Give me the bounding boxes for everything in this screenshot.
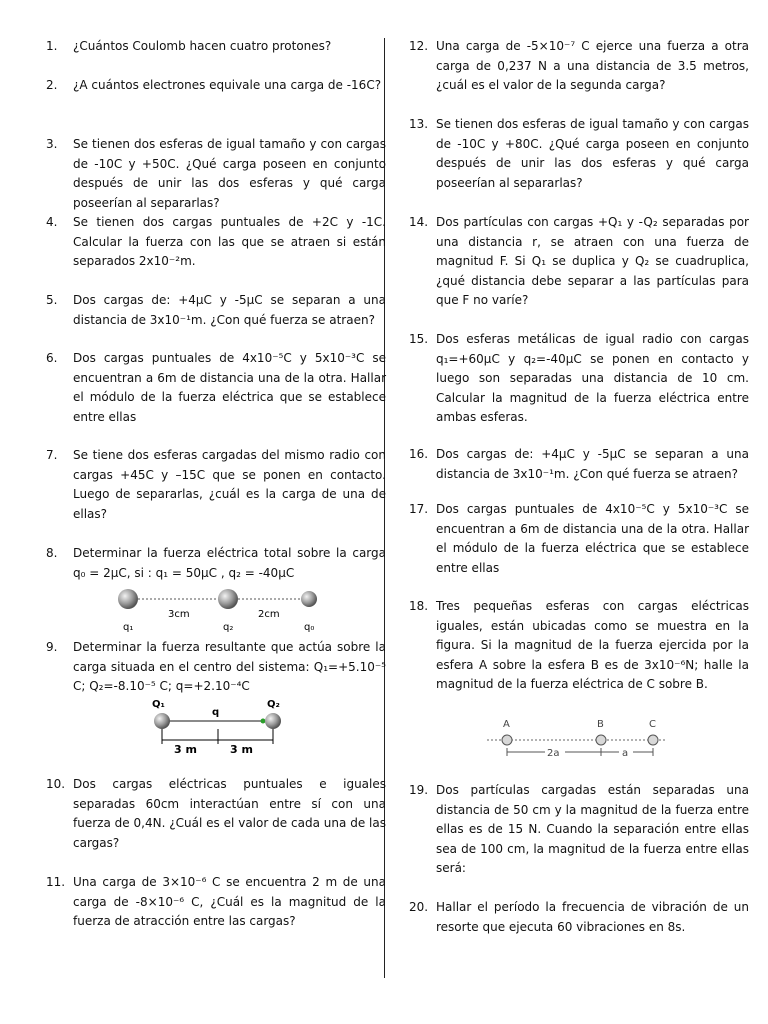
distance-label-1: 3cm: [168, 609, 190, 620]
question-4: 4. Se tienen dos cargas puntuales de +2C y -1C. Calcular la fuerza con las que se atraen si están separados 2x10⁻²m.: [46, 215, 386, 269]
sphere-q1: [118, 589, 138, 609]
question-8: 8. Determinar la fuerza eléctrica total sobre la carga q₀ = 2μC, si : q₁ = 50μC , q₂ = -40μC: [46, 546, 386, 580]
question-14: 14. Dos partículas con cargas +Q₁ y -Q₂ separadas por una distancia r, se atraen con una fuerza de magnitud F. Si Q₁ se duplica y Q₂ se cuadruplica, ¿qué distancia debe separar a las partículas para que F no varíe?: [409, 215, 749, 308]
question-7: 7. Se tiene dos esferas cargadas del mismo radio con cargas +45C y –15C que se ponen en contacto. Luego de separarlas, ¿cuál es la carga de una de ellas?: [46, 448, 386, 521]
figure-center-charge: [146, 696, 326, 756]
sphere-label-A: A: [503, 719, 510, 730]
charge-label-q: q: [212, 707, 220, 718]
question-9: 9. Determinar la fuerza resultante que actúa sobre la carga situada en el centro del sistema: Q₁=+5.10⁻⁵ C; Q₂=-8.10⁻⁵ C; q=+2.10⁻⁴C: [46, 640, 386, 694]
charge-label-q0: q₀: [304, 622, 315, 633]
distance-label-2a: 2a: [547, 748, 560, 758]
sphere-Q2: [265, 713, 281, 729]
figure-18-svg: [487, 716, 687, 758]
distance-label-2: 2cm: [258, 609, 280, 620]
sphere-label-B: B: [597, 719, 604, 730]
question-19: 19. Dos partículas cargadas están separadas una distancia de 50 cm y la magnitud de la fuerza entre ellas es de 15 N. Cuando la separación entre ellas sea de 100 cm, la magnitud de la fuerza entre ellas será:: [409, 783, 749, 876]
sphere-q0: [301, 591, 317, 607]
question-10: 10. Dos cargas eléctricas puntuales e iguales separadas 60cm interactúan entre sí con una fuerza de 0,4N. ¿Cuál es el valor de cada una de las cargas?: [46, 777, 386, 850]
question-5: 5. Dos cargas de: +4μC y -5μC se separan a una distancia de 3x10⁻¹m. ¿Con qué fuerza se atraen?: [46, 293, 386, 327]
figure-8-svg: [108, 586, 368, 634]
sphere-label-C: C: [649, 719, 656, 730]
charge-label-q1: q₁: [123, 622, 134, 633]
figure-9-svg: [146, 696, 326, 756]
question-20: 20. Hallar el período la frecuencia de vibración de un resorte que ejecuta 60 vibraciones en 8s.: [409, 900, 749, 934]
question-1: 1. ¿Cuántos Coulomb hacen cuatro protones?: [46, 39, 332, 53]
sphere-q2: [218, 589, 238, 609]
question-18: 18. Tres pequeñas esferas con cargas eléctricas iguales, están ubicadas como se muestra en la figura. Si la magnitud de la fuerza ejercida por la esfera A sobre la esfera B es de 3x10⁻⁶N; halle la magnitud de la fuerza eléctrica de C sobre B.: [409, 599, 749, 692]
question-2: 2. ¿A cuántos electrones equivale una carga de -16C?: [46, 78, 382, 92]
charge-label-Q1: Q₁: [152, 699, 165, 710]
figure-three-spheres-ABC: [487, 716, 687, 758]
figure-three-charges-line: [108, 586, 408, 634]
distance-label-left: 3 m: [174, 743, 197, 756]
sphere-A: [502, 735, 512, 745]
question-13: 13. Se tienen dos esferas de igual tamaño y con cargas de -10C y +80C. ¿Qué carga poseen en conjunto después de unir las dos esferas y qué carga poseerían al separarlas?: [409, 117, 749, 190]
question-15: 15. Dos esferas metálicas de igual radio con cargas q₁=+60μC y q₂=-40μC se ponen en contacto y luego son separadas una distancia de 10 cm. Calcular la magnitud de la fuerza eléctrica entre ambas esferas.: [409, 332, 749, 425]
sphere-C: [648, 735, 658, 745]
question-11: 11. Una carga de 3×10⁻⁶ C se encuentra 2 m de una carga de -8×10⁻⁶ C, ¿Cuál es la magnitud de la fuerza de atracción entre las cargas?: [46, 875, 386, 929]
center-charge-dot: [261, 719, 266, 724]
question-6: 6. Dos cargas puntuales de 4x10⁻⁵C y 5x10⁻³C se encuentran a 6m de distancia una de la otra. Hallar el módulo de la fuerza eléctrica que se establece entre ellas: [46, 351, 386, 424]
sphere-B: [596, 735, 606, 745]
distance-label-right: 3 m: [230, 743, 253, 756]
distance-label-a: a: [622, 748, 629, 758]
question-17: 17. Dos cargas puntuales de 4x10⁻⁵C y 5x10⁻³C se encuentran a 6m de distancia una de la otra. Hallar el módulo de la fuerza eléctrica que se establece entre ellas: [409, 502, 749, 575]
question-12: 12. Una carga de -5×10⁻⁷ C ejerce una fuerza a otra carga de 0,237 N a una distancia de 3.5 metros, ¿cuál es el valor de la segunda carga?: [409, 39, 749, 93]
question-16: 16. Dos cargas de: +4μC y -5μC se separan a una distancia de 3x10⁻¹m. ¿Con qué fuerza se atraen?: [409, 447, 749, 481]
charge-label-Q2: Q₂: [267, 699, 280, 710]
charge-label-q2: q₂: [223, 622, 234, 633]
sphere-Q1: [154, 713, 170, 729]
question-3: 3. Se tienen dos esferas de igual tamaño y con cargas de -10C y +50C. ¿Qué carga poseen en conjunto después de unir las dos esferas y qué carga poseerían al separarlas?: [46, 137, 386, 210]
